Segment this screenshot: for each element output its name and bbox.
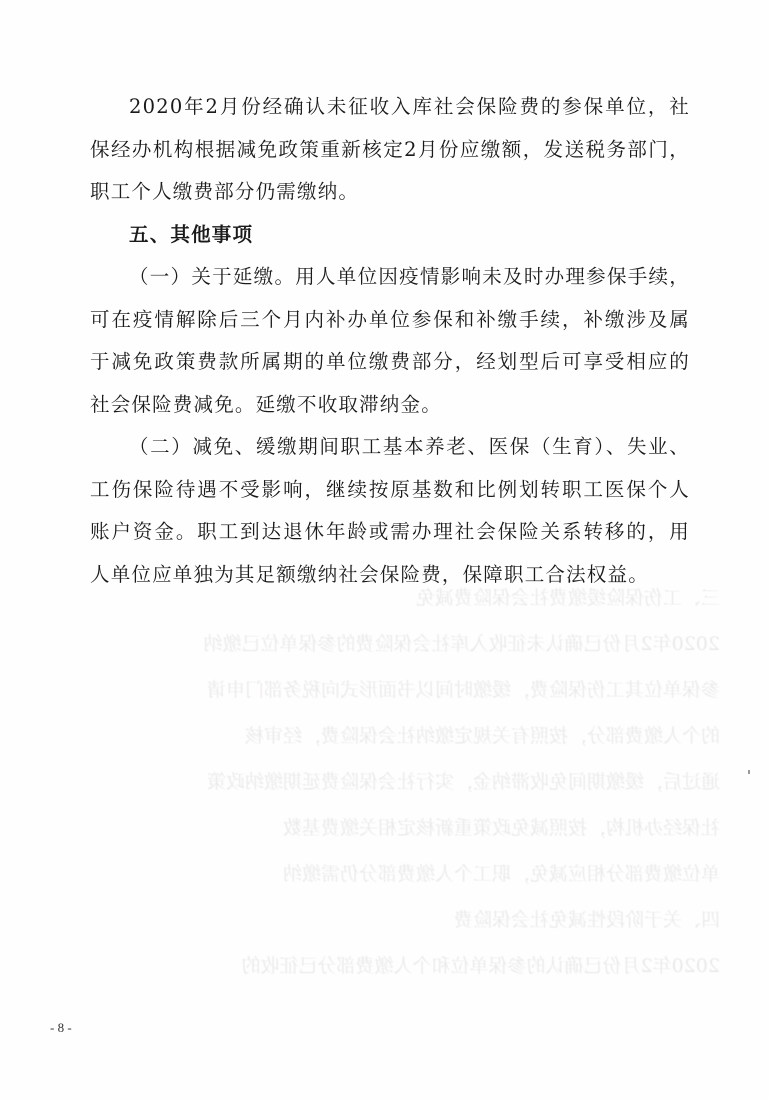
scan-artifact bbox=[748, 770, 750, 774]
show-through-text: 三、工伤保险缓缴费社会保险费减免 2020年2月份已确认未征收入库社会保险费的参保单位已缴纳 参保单位其工伤保险费，缓缴时间以书面形式向税务部门申请 的个人缴费部分，按照有关规定缴纳社会保险费，经审核 通过后，缓缴期间免收滞纳金，实行社会保险费延期缴纳政策 社保经办机构，按照减免政策重新核定相关缴费基数 单位缴费部分相应减免，职工个人缴费部分仍需缴纳 四、关于阶段性减免社会保险费 2020年2月份已确认的参保单位和个人缴费部分已征收的 bbox=[203, 587, 720, 977]
item-paragraph-benefits: （二）减免、缓缴期间职工基本养老、医保（生育）、失业、工伤保险待遇不受影响，继续按原基数和比例划转职工医保个人账户资金。职工到达退休年龄或需办理社会保险关系转移的，用人单位应单独为其足额缴纳社会保险费，保障职工合法权益。 bbox=[90, 435, 690, 586]
document-body bbox=[90, 86, 690, 596]
item-paragraph-deferred-payment: （一）关于延缴。用人单位因疫情影响未及时办理参保手续，可在疫情解除后三个月内补办单位参保和补缴手续，补缴涉及属于减免政策费款所属期的单位缴费部分，经划型后可享受相应的社会保险费减免。延缴不收取滞纳金。 bbox=[90, 265, 690, 416]
paragraph-intro: 2020年2月份经确认未征收入库社会保险费的参保单位，社保经办机构根据减免政策重新核定2月份应缴额，发送税务部门，职工个人缴费部分仍需缴纳。 bbox=[90, 95, 690, 203]
page-number: - 8 - bbox=[50, 1020, 72, 1035]
section-heading: 五、其他事项 bbox=[129, 222, 254, 246]
